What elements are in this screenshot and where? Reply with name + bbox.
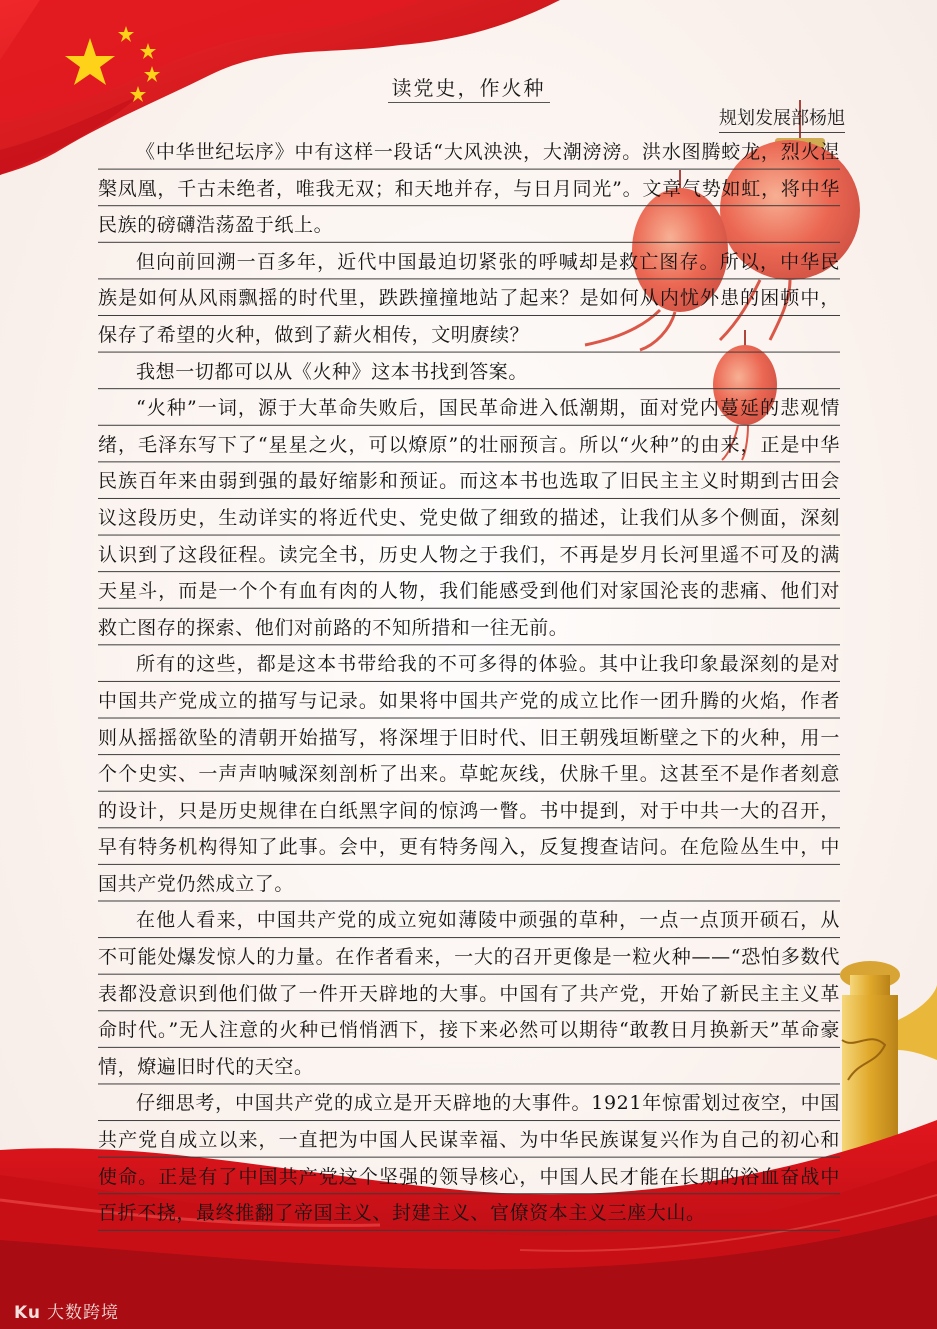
author-line: 规划发展部杨旭 — [719, 104, 845, 133]
watermark-logo: Ku — [14, 1303, 41, 1323]
paragraph: 但向前回溯一百多年，近代中国最迫切紧张的呼喊却是救亡图存。所以，中华民族是如何从风雨飘摇的时代里，跌跌撞撞地站了起来？是如何从内忧外患的困顿中，保存了希望的火种，做到了薪火相传，文明赓续？ — [98, 250, 840, 346]
paragraph: “火种”一词，源于大革命失败后，国民革命进入低潮期，面对党内蔓延的悲观情绪，毛泽东写下了“星星之火，可以燎原”的壮丽预言。所以“火种”的由来，正是中华民族百年来由弱到强的最好缩影和预证。而这本书也选取了旧民主主义时期到古田会议这段历史，生动详实的将近代史、党史做了细致的描述，让我们从多个侧面，深刻认识到了这段征程。读完全书，历史人物之于我们，不再是岁月长河里遥不可及的满天星斗，而是一个个有血有肉的人物，我们能感受到他们对家国沦丧的悲痛、他们对救亡图存的探索、他们对前路的不知所措和一往无前。 — [98, 397, 840, 639]
essay-body — [98, 134, 840, 1232]
paragraph: 在他人看来，中国共产党的成立宛如薄陵中顽强的草种，一点一点顶开硕石，从不可能处爆发惊人的力量。在作者看来，一大的召开更像是一粒火种——“恐怕多数代表都没意识到他们做了一件开天辟地的大事。中国有了共产党，开始了新民主主义革命时代。”无人注意的火种已悄悄洒下，接下来必然可以期待“敢教日月换新天”革命豪情，燎遍旧时代的天空。 — [98, 909, 840, 1078]
paragraph: 我想一切都可以从《火种》这本书找到答案。 — [136, 360, 529, 383]
paragraph: 所有的这些，都是这本书带给我的不可多得的体验。其中让我印象最深刻的是对中国共产党成立的描写与记录。如果将中国共产党的成立比作一团升腾的火焰，作者则从摇摇欲坠的清朝开始描写，将深埋于旧时代、旧王朝残垣断壁之下的火种，用一个个史实、一声声呐喊深刻剖析了出来。草蛇灰线，伏脉千里。这甚至不是作者刻意的设计，只是历史规律在白纸黑字间的惊鸿一瞥。书中提到，对于中共一大的召开，早有特务机构得知了此事。会中，更有特务闯入，反复搜查诘问。在危险丛生中，中国共产党仍然成立了。 — [98, 653, 840, 895]
watermark-text: 大数跨境 — [46, 1303, 119, 1323]
paragraph: 仔细思考，中国共产党的成立是开天辟地的大事件。1921年惊雷划过夜空，中国共产党自成立以来，一直把为中国人民谋幸福、为中华民族谋复兴作为自己的初心和使命。正是有了中国共产党这个坚强的领导核心，中国人民才能在长期的浴血奋战中百折不挠，最终推翻了帝国主义、封建主义、官僚资本主义三座大山。 — [98, 1092, 840, 1225]
watermark — [14, 1298, 119, 1323]
document-title: 读党史，作火种 — [0, 72, 937, 101]
paragraph: 《中华世纪坛序》中有这样一段话“大风泱泱，大潮滂滂。洪水图腾蛟龙，烈火涅槃凤凰，千古未绝者，唯我无双；和天地并存，与日月同光”。文章气势如虹，将中华民族的磅礴浩荡盈于纸上。 — [98, 141, 840, 237]
